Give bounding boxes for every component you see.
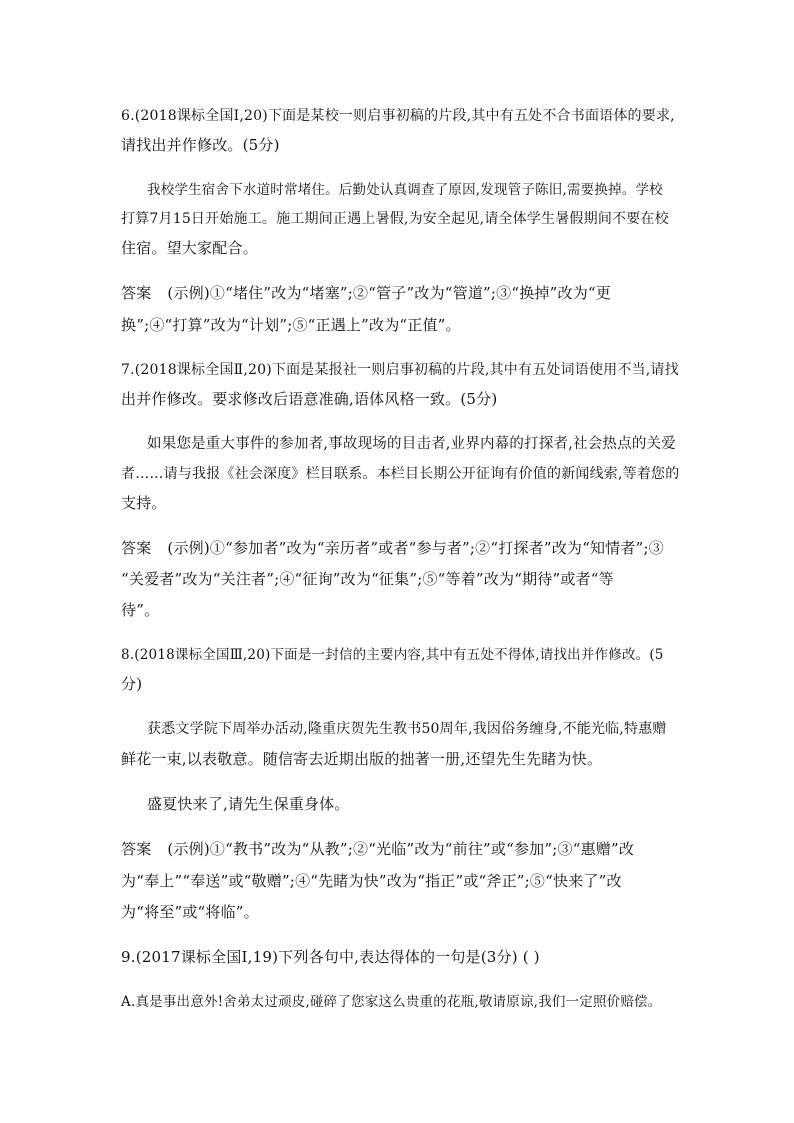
q8-passage-line-3: 盛夏快来了,请先生保重身体。	[147, 795, 350, 813]
q6-answer-label: 答案	[121, 284, 152, 302]
q9-option-a: A.真是事出意外!舍弟太过顽皮,碰碎了您家这么贵重的花瓶,敬请原谅,我们一定照价赔偿。	[121, 994, 662, 1010]
q7-passage-line-2: 者……请与我报《社会深度》栏目联系。本栏目长期公开征询有价值的新闻线索,等着您的	[121, 466, 680, 482]
q6-answer-line-2: 换”;④“打算”改为“计划”;⑤“正遇上”改为“正值”。	[121, 316, 461, 334]
q8-prompt-line-1: 8.(2018课标全国Ⅲ,20)下面是一封信的主要内容,其中有五处不得体,请找出并作修改。(5	[121, 647, 664, 663]
q8-passage-line-2: 鲜花一束,以表敬意。随信寄去近期出版的拙著一册,还望先生先睹为快。	[121, 750, 603, 768]
q9-prompt-line: 9.(2017课标全国Ⅰ,19)下列各句中,表达得体的一句是(3分) ( )	[121, 948, 540, 966]
q7-prompt-line-1: 7.(2018课标全国Ⅱ,20)下面是某报社一则启事初稿的片段,其中有五处词语使用不当,请找	[121, 362, 679, 378]
q7-answer-line-1	[121, 539, 664, 557]
q6-passage-line-1: 我校学生宿舍下水道时常堵住。后勤处认真调查了原因,发现管子陈旧,需要换掉。学校	[147, 182, 663, 198]
q7-answer-line-3: 待”。	[121, 601, 160, 619]
q8-answer-line-2: 为“奉上”“奉送”或“敬赠”;④“先睹为快”改为“指正”或“斧正”;⑤“快来了”改	[121, 872, 622, 890]
q6-answer-text-1: (示例)①“堵住”改为“堵塞”;②“管子”改为“管道”;③“换掉”改为“更	[167, 284, 611, 302]
q6-passage-line-3: 住宿。望大家配合。	[121, 239, 258, 257]
q7-answer-line-2: “关爱者”改为“关注者”;④“征询”改为“征集”;⑤“等着”改为“期待”或者“等	[121, 570, 614, 588]
q6-passage-line-2: 打算7月15日开始施工。施工期间正遇上暑假,为安全起见,请全体学生暑假期间不要在校	[121, 211, 669, 227]
q8-answer-line-1	[121, 840, 634, 858]
q8-answer-text-1: (示例)①“教书”改为“从教”;②“光临”改为“前往”或“参加”;③“惠赠”改	[167, 840, 635, 858]
q8-passage-line-1: 获悉文学院下周举办活动,隆重庆贺先生教书50周年,我因俗务缠身,不能光临,特惠赠	[147, 721, 667, 737]
q7-prompt-line-2: 出并作修改。要求修改后语意准确,语体风格一致。(5分)	[121, 390, 498, 408]
q7-passage-line-1: 如果您是重大事件的参加者,事故现场的目击者,业界内幕的打探者,社会热点的关爱	[147, 436, 676, 452]
q8-answer-label: 答案	[121, 840, 152, 858]
q7-answer-label: 答案	[121, 539, 152, 557]
q6-prompt-line-1: 6.(2018课标全国Ⅰ,20)下面是某校一则启事初稿的片段,其中有五处不合书面语体的要求,	[121, 108, 675, 124]
q7-passage-line-3: 支持。	[121, 494, 167, 512]
q8-answer-line-3: 为“将至”或“将临”。	[121, 903, 259, 921]
q6-answer-line-1	[121, 284, 611, 302]
q7-answer-text-1: (示例)①“参加者”改为“亲历者”或者“参与者”;②“打探者”改为“知情者”;③	[167, 539, 664, 557]
q6-prompt-line-2: 请找出并作修改。(5分)	[121, 136, 280, 154]
q8-prompt-line-2: 分)	[121, 675, 143, 693]
